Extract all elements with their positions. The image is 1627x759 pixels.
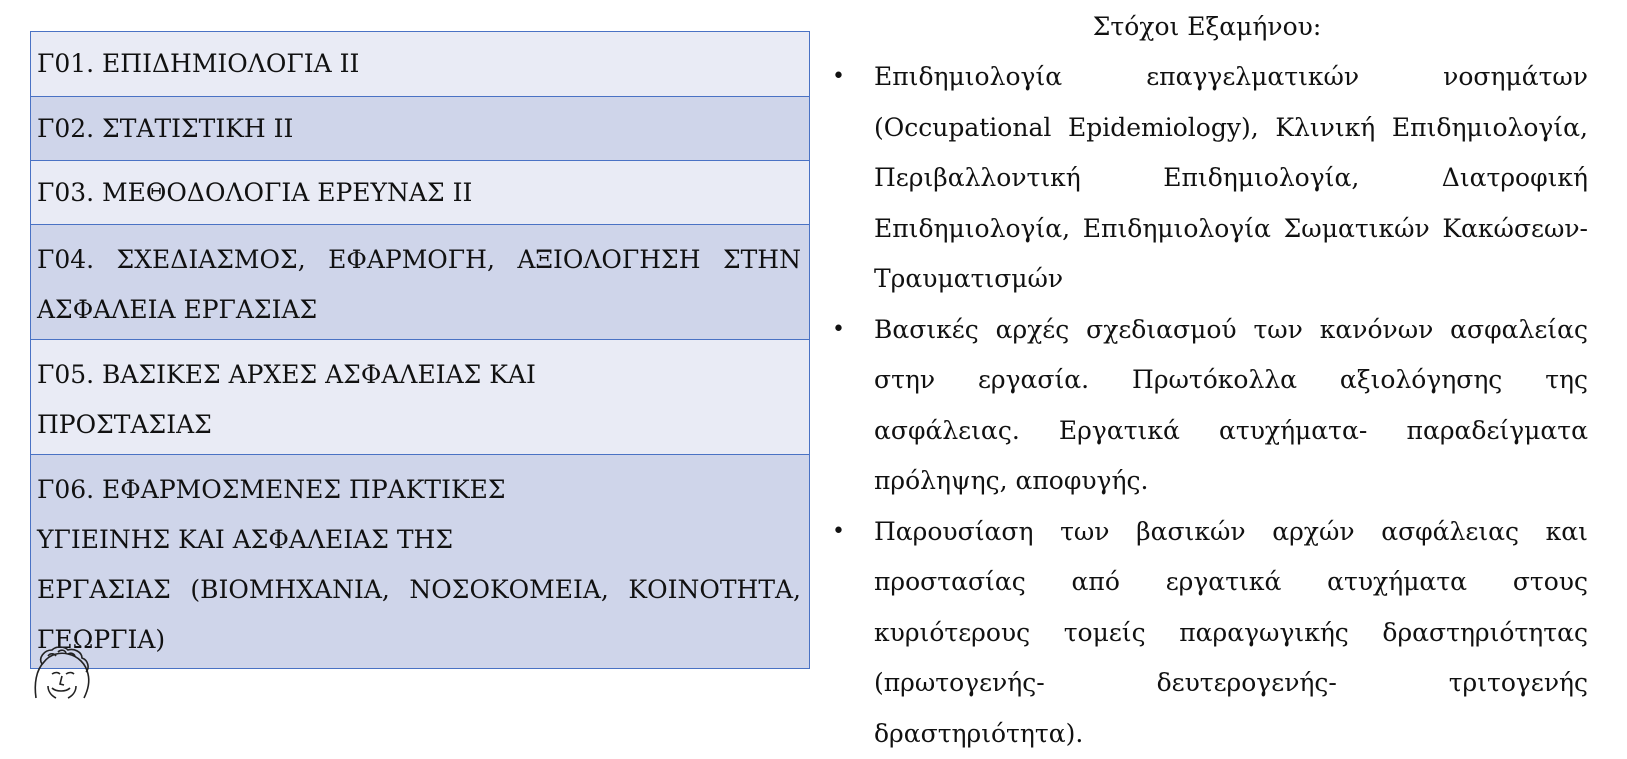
course-title-line: Γ04. ΣΧΕΔΙΑΣΜΟΣ, ΕΦΑΡΜΟΓΗ, ΑΞΙΟΛΟΓΗΣΗ ΣΤΗΝ	[37, 235, 801, 285]
course-row-g06	[31, 454, 809, 668]
semester-goals	[826, 2, 1588, 759]
course-table	[30, 31, 810, 669]
bullet-icon: •	[832, 305, 845, 356]
course-row-g01	[31, 32, 809, 96]
course-title-line: ΥΓΙΕΙΝΗΣ ΚΑΙ ΑΣΦΑΛΕΙΑΣ ΤΗΣ	[37, 515, 801, 565]
university-bust-logo-icon	[22, 640, 102, 700]
course-title: Γ02. ΣΤΑΤΙΣΤΙΚΗ ΙΙ	[37, 104, 801, 154]
course-title-line: Γ05. ΒΑΣΙΚΕΣ ΑΡΧΕΣ ΑΣΦΑΛΕΙΑΣ ΚΑΙ	[37, 350, 801, 400]
course-row-g04	[31, 224, 809, 339]
course-title: Γ01. ΕΠΙΔΗΜΙΟΛΟΓΙΑ ΙΙ	[37, 39, 801, 89]
goal-text: Βασικές αρχές σχεδιασμού των κανόνων ασφαλείας στην εργασία. Πρωτόκολλα αξιολόγησης της ασφάλειας. Εργατικά ατυχήματα- παραδείγματα πρόληψης, αποφυγής.	[874, 315, 1588, 496]
course-title-line: ΕΡΓΑΣΙΑΣ (ΒΙΟΜΗΧΑΝΙΑ, ΝΟΣΟΚΟΜΕΙΑ, ΚΟΙΝΟΤΗΤΑ,	[37, 565, 801, 615]
bullet-icon: •	[832, 52, 845, 103]
goals-title: Στόχοι Εξαμήνου:	[826, 2, 1588, 52]
course-title: Γ03. ΜΕΘΟΔΟΛΟΓΙΑ ΕΡΕΥΝΑΣ ΙΙ	[37, 168, 801, 218]
course-row-g02	[31, 96, 809, 160]
course-title-line: ΑΣΦΑΛΕΙΑ ΕΡΓΑΣΙΑΣ	[37, 285, 801, 335]
course-row-g05	[31, 339, 809, 454]
goal-item	[826, 507, 1588, 759]
goal-item	[826, 305, 1588, 507]
goal-item	[826, 52, 1588, 305]
course-title-line: ΓΕΩΡΓΙΑ)	[37, 615, 801, 665]
bullet-icon: •	[832, 507, 845, 558]
course-title-line: Γ06. ΕΦΑΡΜΟΣΜΕΝΕΣ ΠΡΑΚΤΙΚΕΣ	[37, 465, 801, 515]
course-row-g03	[31, 160, 809, 224]
goal-text: Επιδημιολογία επαγγελματικών νοσημάτων (Occupational Epidemiology), Κλινική Επιδημιολογία, Περιβαλλοντική Επιδημιολογία, Διατροφική Επιδημιολογία, Επιδημιολογία Σωματικών Κακώσεων- Τραυματισμών	[874, 62, 1588, 293]
goal-text: Παρουσίαση των βασικών αρχών ασφάλειας και προστασίας από εργατικά ατυχήματα στους κυριότερους τομείς παραγωγικής δραστηριότητας (πρωτογενής- δευτερογενής- τριτογενής δραστηριότητα).	[874, 517, 1588, 748]
goals-list	[826, 52, 1588, 759]
course-title-line: ΠΡΟΣΤΑΣΙΑΣ	[37, 400, 801, 450]
